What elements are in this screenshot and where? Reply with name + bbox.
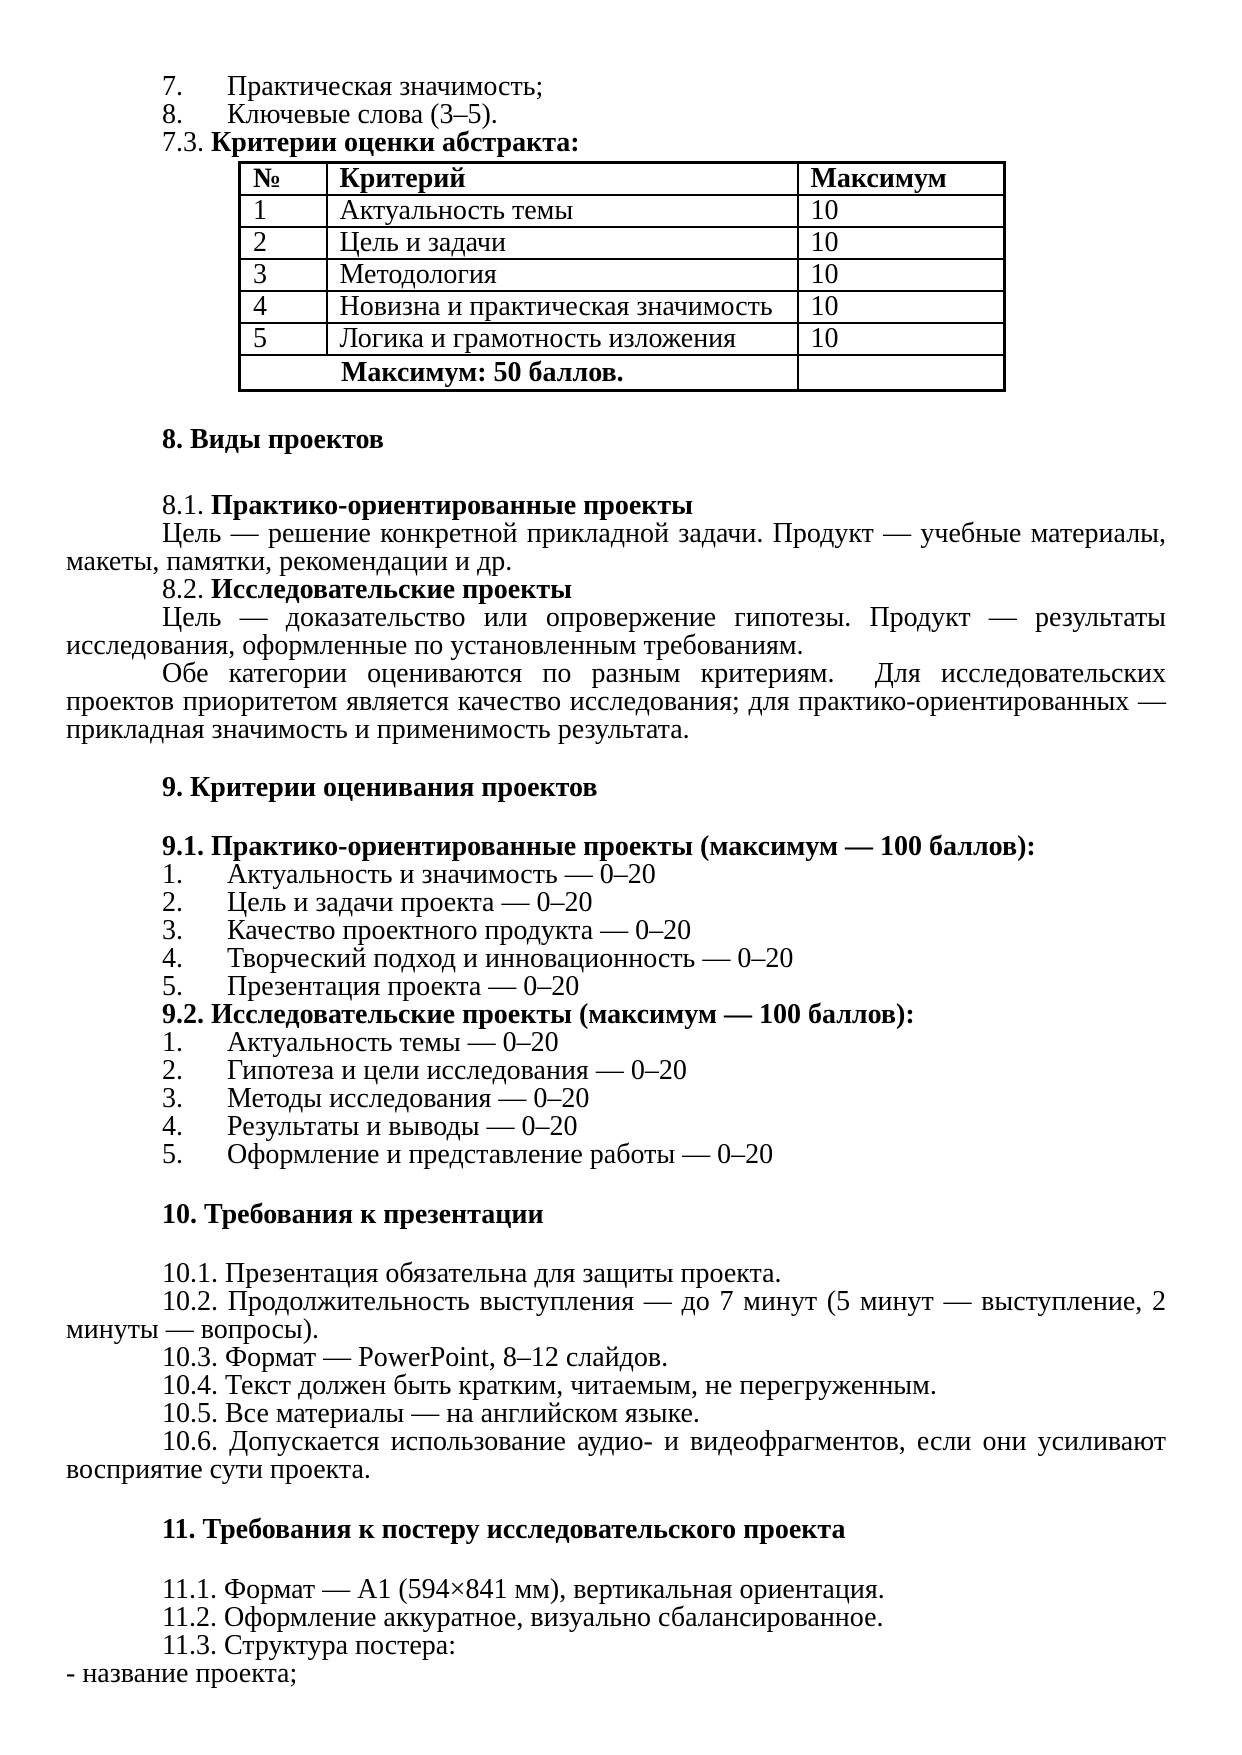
- list-item: [66, 1029, 1166, 1057]
- section-10-item: 10.3. Формат — PowerPoint, 8–12 слайдов.: [162, 1342, 669, 1373]
- list-item-number: 4.: [162, 943, 183, 974]
- list-item-number: 5.: [162, 1139, 183, 1170]
- list-item-text: Методы исследования — 0–20: [227, 1083, 590, 1114]
- col-header-maximum: Максимум: [798, 163, 1005, 196]
- paragraph-8-both-categories: Обе категории оцениваются по разным критериям. Для исследовательских проектов приоритетом является качество исследования; для практико-ориентированных — прикладная значимость и применимость результата.: [66, 658, 1166, 745]
- cell-maximum: 10: [798, 259, 1005, 291]
- cell-maximum: 10: [798, 195, 1005, 227]
- list-item-text: Ключевые слова (3–5).: [227, 99, 498, 130]
- col-header-criterion: Критерий: [327, 163, 798, 196]
- list-item-number: 5.: [162, 971, 183, 1002]
- abstract-criteria-table: [238, 161, 1006, 392]
- section-8-heading: 8. Виды проектов: [162, 424, 384, 455]
- list-item-number: 2.: [162, 1055, 183, 1086]
- list-item-text: Актуальность темы — 0–20: [227, 1027, 559, 1058]
- cell-number: 5: [240, 323, 327, 355]
- list-item-number: 3.: [162, 915, 183, 946]
- subsection-8-2-heading: [66, 576, 1166, 604]
- table-row: [240, 323, 1005, 355]
- list-item-number: 1.: [162, 1027, 183, 1058]
- section-10-item: 10.2. Продолжительность выступления — до 7 минут (5 минут — выступление, 2 минуты — вопросы).: [66, 1286, 1166, 1345]
- list-item-text: Практическая значимость;: [227, 71, 544, 102]
- list-item-text: Актуальность и значимость — 0–20: [227, 859, 656, 890]
- list-item: [66, 861, 1166, 889]
- paragraph-8-1: Цель — решение конкретной прикладной задачи. Продукт — учебные материалы, макеты, памятки, рекомендации и др.: [66, 518, 1166, 577]
- criteria-list-9-2: [66, 1029, 1166, 1169]
- subsection-8-1-prefix: 8.1.: [162, 490, 204, 521]
- cell-number: 1: [240, 195, 327, 227]
- list-item-number: 2.: [162, 887, 183, 918]
- criteria-list-9-1: [66, 861, 1166, 1001]
- cell-criterion: Методология: [327, 259, 798, 291]
- list-item: [66, 1085, 1166, 1113]
- list-item-text: Презентация проекта — 0–20: [227, 971, 580, 1002]
- table-row: [240, 195, 1005, 227]
- list-item: [66, 945, 1166, 973]
- list-item: [66, 1057, 1166, 1085]
- list-item: [66, 73, 1166, 101]
- section-11-item: 11.1. Формат — A1 (594×841 мм), вертикальная ориентация.: [162, 1574, 885, 1605]
- list-item-text: Результаты и выводы — 0–20: [227, 1111, 578, 1142]
- section-10-item: 10.1. Презентация обязательна для защиты проекта.: [162, 1258, 782, 1289]
- list-item-number: 1.: [162, 859, 183, 890]
- heading-7-3: [66, 129, 1166, 157]
- table-footer-total: Максимум: 50 баллов.: [240, 355, 798, 391]
- table-row: [240, 291, 1005, 323]
- list-item-text: Качество проектного продукта — 0–20: [227, 915, 692, 946]
- list-item-number: 3.: [162, 1083, 183, 1114]
- list-item: [66, 917, 1166, 945]
- list-item-text: Творческий подход и инновационность — 0–20: [227, 943, 794, 974]
- cell-maximum: 10: [798, 227, 1005, 259]
- cell-number: 4: [240, 291, 327, 323]
- section-9-heading: 9. Критерии оценивания проектов: [162, 772, 598, 803]
- list-item: [66, 1113, 1166, 1141]
- list-item-number: 4.: [162, 1111, 183, 1142]
- table-row: [240, 259, 1005, 291]
- table-footer-row: [240, 355, 1005, 391]
- section-10-item: 10.5. Все материалы — на английском языке.: [162, 1398, 700, 1429]
- subsection-8-2-title: Исследовательские проекты: [211, 574, 572, 605]
- abstract-structure-list: [66, 73, 1166, 129]
- section-10-items: [66, 1260, 1166, 1484]
- cell-criterion: Актуальность темы: [327, 195, 798, 227]
- section-11-item: 11.2. Оформление аккуратное, визуально сбалансированное.: [162, 1602, 884, 1633]
- subsection-8-1-title: Практико-ориентированные проекты: [211, 490, 694, 521]
- cell-criterion: Логика и грамотность изложения: [327, 323, 798, 355]
- cell-number: 2: [240, 227, 327, 259]
- list-item-number: 7.: [162, 71, 183, 102]
- section-10-heading: 10. Требования к презентации: [162, 1199, 544, 1230]
- table-header-row: [240, 163, 1005, 196]
- section-10-item: 10.6. Допускается использование аудио- и видеофрагментов, если они усиливают восприятие сути проекта.: [66, 1426, 1166, 1485]
- section-10-item: 10.4. Текст должен быть кратким, читаемым, не перегруженным.: [162, 1370, 937, 1401]
- list-item: [66, 973, 1166, 1001]
- heading-7-3-prefix: 7.3.: [162, 127, 204, 158]
- section-11-item: 11.3. Структура постера:: [162, 1630, 456, 1661]
- list-item: [66, 889, 1166, 917]
- paragraph-8-2: Цель — доказательство или опровержение гипотезы. Продукт — результаты исследования, оформленные по установленным требованиям.: [66, 602, 1166, 661]
- list-item-text: Гипотеза и цели исследования — 0–20: [227, 1055, 687, 1086]
- cell-maximum: 10: [798, 323, 1005, 355]
- table-footer-empty-cell: [798, 355, 1005, 391]
- subsection-8-1-heading: [66, 492, 1166, 520]
- heading-7-3-title: Критерии оценки абстракта:: [211, 127, 580, 158]
- list-item: [66, 101, 1166, 129]
- list-item-text: Цель и задачи проекта — 0–20: [227, 887, 593, 918]
- cell-number: 3: [240, 259, 327, 291]
- list-item-text: Оформление и представление работы — 0–20: [227, 1139, 774, 1170]
- table-row: [240, 227, 1005, 259]
- poster-structure-bullet: - название проекта;: [66, 1658, 298, 1689]
- subsection-9-2-heading: 9.2. Исследовательские проекты (максимум — 100 баллов):: [162, 999, 915, 1030]
- cell-maximum: 10: [798, 291, 1005, 323]
- subsection-8-2-prefix: 8.2.: [162, 574, 204, 605]
- list-item-number: 8.: [162, 99, 183, 130]
- cell-criterion: Новизна и практическая значимость: [327, 291, 798, 323]
- cell-criterion: Цель и задачи: [327, 227, 798, 259]
- list-item: [66, 1141, 1166, 1169]
- col-header-number: №: [240, 163, 327, 196]
- section-11-items: [66, 1576, 1166, 1660]
- subsection-9-1-heading: 9.1. Практико-ориентированные проекты (максимум — 100 баллов):: [162, 831, 1036, 862]
- section-11-heading: 11. Требования к постеру исследовательского проекта: [162, 1514, 846, 1545]
